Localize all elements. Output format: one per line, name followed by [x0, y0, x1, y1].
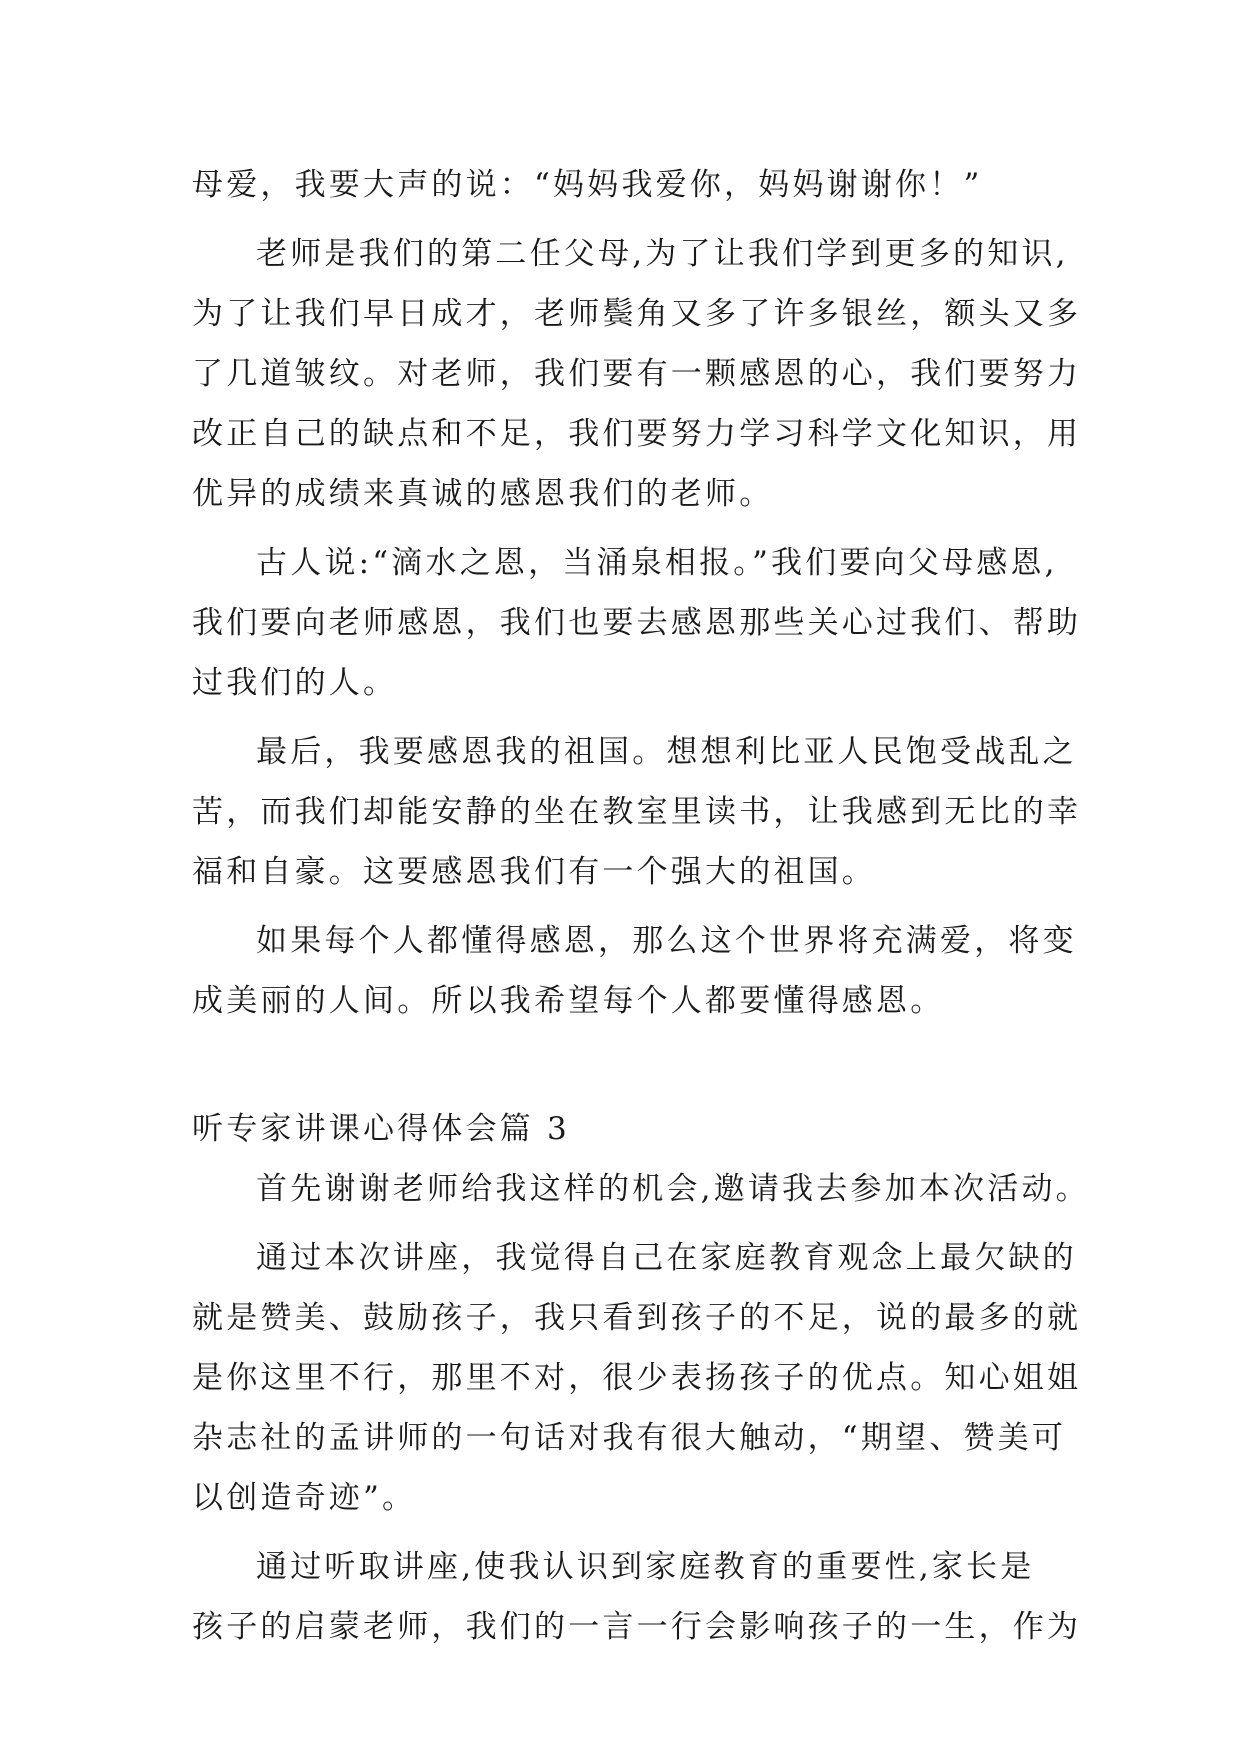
text-line: 优异的成绩来真诚的感恩我们的老师。 — [192, 476, 774, 512]
text-line: 改正自己的缺点和不足，我们要努力学习科学文化知识，用 — [192, 416, 1082, 452]
text-line: 过我们的人。 — [192, 665, 398, 701]
text-line: 福和自豪。这要感恩我们有一个强大的祖国。 — [192, 854, 876, 890]
paragraph-first-line: 如果每个人都懂得感恩，那么这个世界将充满爱，将变 — [256, 923, 1077, 959]
text-line: 孩子的启蒙老师，我们的一言一行会影响孩子的一生，作为 — [192, 1609, 1082, 1645]
text-line: 就是赞美、鼓励孩子，我只看到孩子的不足，说的最多的就 — [192, 1300, 1082, 1336]
document-page — [192, 155, 1090, 1657]
text-line: 以创造奇迹”。 — [192, 1480, 417, 1516]
text-line: 为了让我们早日成才，老师鬓角又多了许多银丝，额头又多 — [192, 296, 1082, 332]
paragraph-first-line: 通过本次讲座，我觉得自己在家庭教育观念上最欠缺的 — [256, 1240, 1077, 1276]
text-line: 杂志社的孟讲师的一句话对我有很大触动，“期望、赞美可 — [192, 1420, 1067, 1456]
text-line: 是你这里不行，那里不对，很少表扬孩子的优点。知心姐姐 — [192, 1360, 1082, 1396]
text-line: 了几道皱纹。对老师，我们要有一颗感恩的心，我们要努力 — [192, 356, 1082, 392]
paragraph-first-line: 老师是我们的第二任父母,为了让我们学到更多的知识, — [256, 236, 1069, 272]
paragraph-first-line: 古人说:“滴水之恩，当涌泉相报。”我们要向父母感恩, — [256, 545, 1058, 581]
text-line: 成美丽的人间。所以我希望每个人都要懂得感恩。 — [192, 983, 945, 1019]
paragraph-first-line: 首先谢谢老师给我这样的机会,邀请我去参加本次活动。 — [256, 1171, 1090, 1207]
text-line: 苦，而我们却能安静的坐在教室里读书，让我感到无比的幸 — [192, 794, 1082, 830]
paragraph-first-line: 通过听取讲座,使我认识到家庭教育的重要性,家长是 — [256, 1549, 1035, 1585]
text-line: 我们要向老师感恩，我们也要去感恩那些关心过我们、帮助 — [192, 605, 1082, 641]
paragraph-first-line: 最后，我要感恩我的祖国。想想利比亚人民饱受战乱之 — [256, 734, 1077, 770]
section-heading: 听专家讲课心得体会篇 3 — [192, 1111, 570, 1147]
text-line: 母爱，我要大声的说：“妈妈我爱你，妈妈谢谢你！” — [192, 167, 983, 203]
